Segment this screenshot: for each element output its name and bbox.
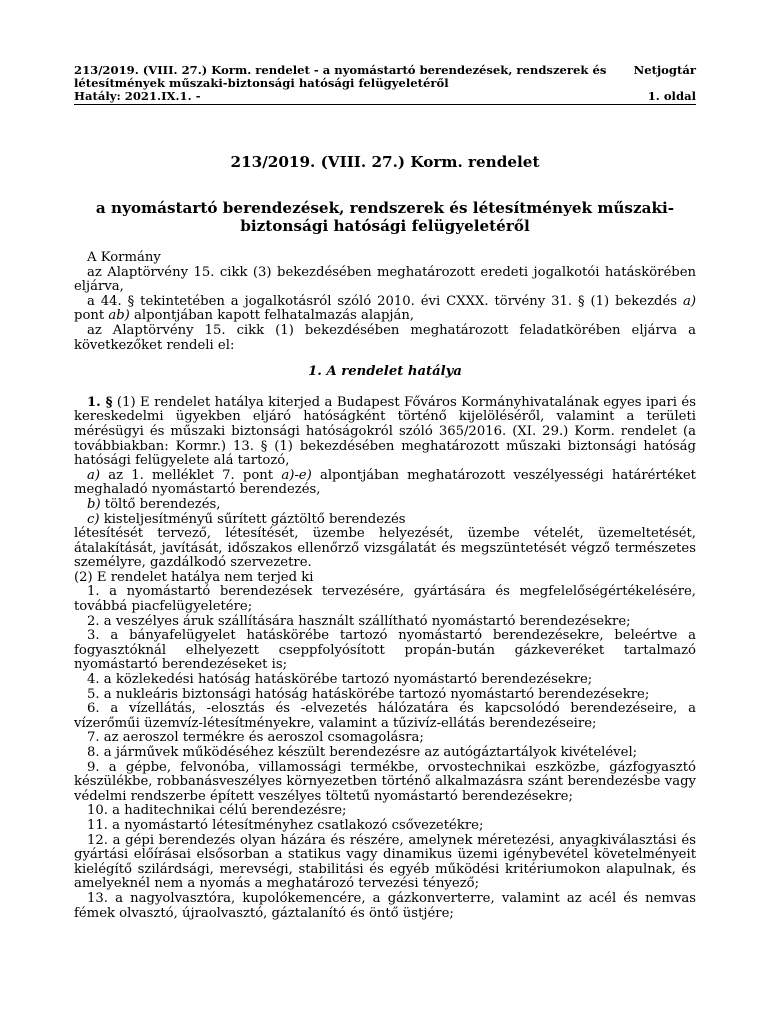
header-source: Netjogtár xyxy=(633,63,696,77)
exclusion-item: 3. a bányafelügyelet hatáskörébe tartozó nyomástartó berendezésekre, beleértve a fogyasztóknál elhelyezett cseppfolyósított propán-bután gázkeveréket tartalmazó nyomástartó berendezéseket is; xyxy=(74,628,696,673)
exclusion-item: 6. a vízellátás, -elosztás és -elvezetés hálózatára és kapcsolódó berendezéseire, a vízerőműi üzemvíz-létesítményekre, valamint a tűzivíz-ellátás berendezéseire; xyxy=(74,701,696,731)
document-page xyxy=(74,64,696,921)
exclusion-item: 4. a közlekedési hatóság hatáskörébe tartozó nyomástartó berendezésekre; xyxy=(87,672,593,688)
point-c: c) kisteljesítményű sűrített gáztöltő berendezés xyxy=(87,511,406,527)
preamble-line: az Alaptörvény 15. cikk (3) bekezdésében meghatározott eredeti jogalkotói hatáskörében eljárva, xyxy=(74,264,696,295)
document-title: 213/2019. (VIII. 27.) Korm. rendelet xyxy=(230,153,540,171)
running-header xyxy=(74,64,696,105)
exclusion-item: 2. a veszélyes áruk szállítására használt szállítható nyomástartó berendezésekre; xyxy=(87,613,631,629)
paragraph-number: 1. § xyxy=(87,394,113,410)
header-page-number: 1. oldal xyxy=(647,89,696,103)
preamble-line: A Kormány xyxy=(87,250,161,265)
scope-text: létesítését tervező, létesítését, üzembe helyezését, üzembe vételét, üzemeltetését, átalakítását, javítását, időszakos ellenőrző vizsgálatát és megszüntetését végző természetes személyre, gazdálkodó szervezetre. xyxy=(74,526,696,571)
preamble-line: a 44. § tekintetében a jogalkotásról szóló 2010. évi CXXX. törvény 31. § (1) bekezdés a) pont ab) alpontjában kapott felhatalmazás alapján, xyxy=(74,293,696,324)
exclusion-list xyxy=(74,585,696,921)
document-body xyxy=(74,251,696,921)
header-effective-date: Hatály: 2021.IX.1. - xyxy=(74,89,201,103)
point-a: a) az 1. melléklet 7. pont a)-e) alpontjában meghatározott veszélyességi határértéket meghaladó nyomástartó berendezés, xyxy=(74,467,696,498)
exclusion-item: 8. a járművek működéséhez készült berendezésre az autógáztartályok kivételével; xyxy=(87,745,638,760)
document-subtitle: a nyomástartó berendezések, rendszerek és létesítmények műszaki-biztonsági hatósági felügyeletéről xyxy=(95,199,675,235)
exclusion-item: 9. a gépbe, felvonóba, villamossági termékbe, orvostechnikai eszközbe, gázfogyasztó készülékbe, robbanásveszélyes környezetben történő alkalmazásra szánt berendezésbe vagy védelmi rendszerbe épített veszélyes töltetű nyomástartó berendezésekre; xyxy=(74,759,696,804)
subsection-2-intro: (2) E rendelet hatálya nem terjed ki xyxy=(74,569,314,585)
exclusion-item: 1. a nyomástartó berendezések tervezésére, gyártására és megfelelőségértékelésére, továbbá piacfelügyeletére; xyxy=(74,584,696,615)
exclusion-item: 12. a gépi berendezés olyan házára és részére, amelynek méretezési, anyagkiválasztási és gyártási előírásai elsősorban a statikus vagy dinamikus üzemi igénybevétel követelményeit kielégítő szilárdsági, merevségi, stabilitási és egyéb működési kritériumokon alapulnak, és amelyeknél nem a nyomás a meghatározó tervezési tényező; xyxy=(74,832,696,892)
header-divider xyxy=(74,104,696,105)
preamble-line: az Alaptörvény 15. cikk (1) bekezdésében meghatározott feladatkörében eljárva a következőket rendeli el: xyxy=(74,322,696,353)
point-b: b) töltő berendezés, xyxy=(87,496,221,512)
exclusion-item: 11. a nyomástartó létesítményhez csatlakozó csővezetékre; xyxy=(87,817,484,833)
exclusion-item: 10. a haditechnikai célú berendezésre; xyxy=(87,803,347,819)
paragraph-1: 1. § (1) E rendelet hatálya kiterjed a Budapest Főváros Kormányhivatalának egyes ipari és kereskedelmi ügyekben eljáró hatóságként történő kijelöléséről, valamint a területi mérésügyi és műszaki biztonsági hatóságokról szóló 365/2016. (XI. 29.) Korm. rendelet (a továbbiakban: Kormr.) 13. § (1) bekezdésében meghatározott műszaki biztonsági hatóság hatósági felügyelete alá tartozó, xyxy=(74,394,696,469)
exclusion-item: 5. a nukleáris biztonsági hatóság hatáskörébe tartozó nyomástartó berendezésekre; xyxy=(87,686,650,702)
exclusion-item: 7. az aeroszol termékre és aeroszol csomagolásra; xyxy=(87,730,424,746)
header-act-title: 213/2019. (VIII. 27.) Korm. rendelet - a nyomástartó berendezések, rendszerek és létesítmények műszaki-biztonsági hatósági felügyeletéről xyxy=(74,63,607,90)
exclusion-item: 13. a nagyolvasztóra, kupolókemencére, a gázkonverterre, valamint az acél és nemvas fémek olvasztó, újraolvasztó, gáztalanító és öntő üstjére; xyxy=(74,890,696,921)
section-heading: 1. A rendelet hatálya xyxy=(308,364,462,380)
